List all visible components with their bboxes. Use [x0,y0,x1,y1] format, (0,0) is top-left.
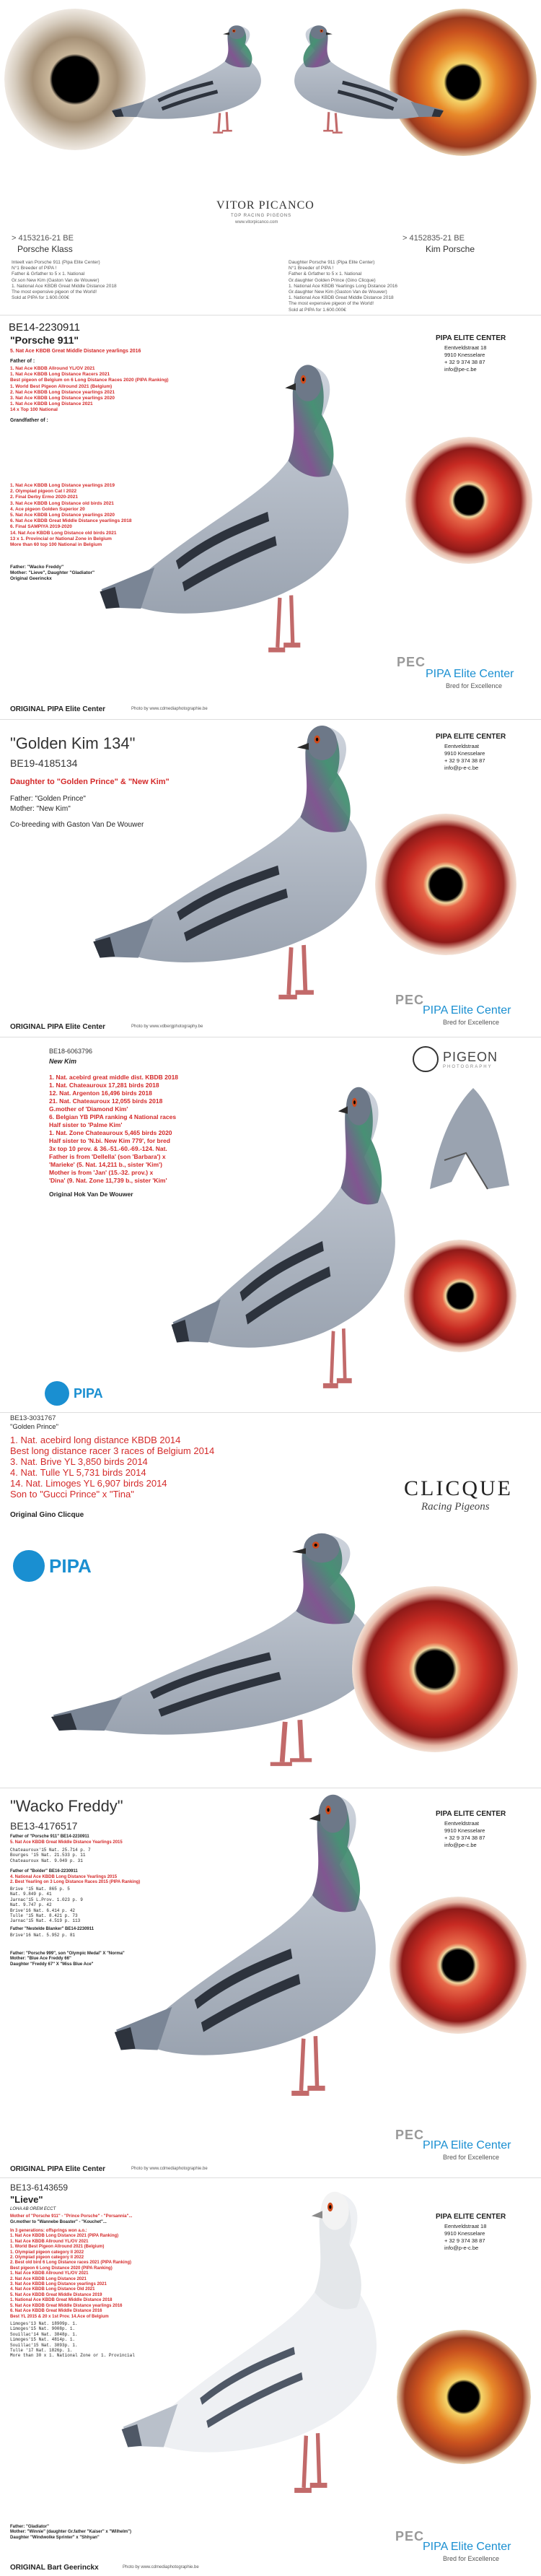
table-3: Brive'16 Nat. 5.952 p. 81 [10,1933,76,1938]
results-list: In 3 generations: offsprings won a.o.: 1. Nat Ace KBDB Long Distance 2021 (PIPA Ranking) 1. Nat Ace KBDB Allround YL/OV 2021 1. World Best Pigeon Allround 2021 (Belgium) 1. Olympiad pigeon category II 2022 2. Olympiad pigeon category II 2022 2. Best old bird 6 Long Distance races 2021 (PIPA Ranking) Best pigeon 6 Long Distance 2020 (PIPA Ranking) 1. Nat Ace KBDB Allround YL/OV 2021 2. Nat Ace KBDB Long Distance 2021 3. Nat Ace KBDB Long Distance yearlings 2021 4. Nat Ace KBDB Long Distance Old 2021 5. Nat Ace KBDB Great Middle Distance 2019 1. National Ace KBDB Great Middle Distance 2018 5. Nat Ace KBDB Great Middle Distance yearlings 2016 6. Nat Ace KBDB Great Middle Distance 2016 Best YL 2015 & 20 x 1st Prov. 14.Ace of Belgium [10,2229,132,2319]
pec-title: PIPA Elite Center [423,1004,511,1017]
father-of-1: Father of "Porsche 911" BE14-2230911 [10,1835,89,1839]
results-list: 1. Nat. acebird long distance KBDB 2014 Best long distance racer 3 races of Belgium 2014 3. Nat. Brive YL 3,850 birds 2014 4. Nat. Tulle YL 5,731 birds 2014 14. Nat. Limoges YL 6,907 birds 2014 Son to "Gucci Prince" x "Tina" [10,1435,215,1500]
ring-number: BE13-6143659 [10,2183,69,2193]
pipa-logo-icon [45,1381,69,1406]
table-1: Chateauroux'15 Nat. 25.714 p. 7 Bourges '15 Nat. 21.533 p. 11 Chateauroux Nat. 9.049 p. 31 [10,1848,91,1863]
ring-number: BE14-2230911 [9,321,80,334]
pigeon-name: "Golden Prince" [10,1423,58,1431]
photo-credit: Photo by www.cdmediaphotographie.be [131,707,208,711]
daughter-of: Daughter to "Golden Prince" & "New Kim" [10,778,170,786]
pigeon-photo [94,359,382,662]
card-new-kim [0,1037,541,1412]
intro: Gr.mother to "Wannebe Boaster" - "Kouchet"... [10,2220,107,2224]
pigeon-photography-logo: PIGEON PHOTOGRAPHY [413,1046,498,1072]
original: Original Hok Van De Wouwer [49,1191,133,1198]
pec-logo: PEC [395,2529,425,2544]
pigeon-photo-left [108,4,281,156]
results-list: 1. Nat Ace KBDB Allround YL/OV 2021 1. Nat Ace KBDB Long Distance Racers 2021 Best pigeon of Belgium on 6 Long Distance Races 2020 (PIPA Ranking) 1. World Best Pigeon Allround 2021 (Belgium) 2. Nat Ace KBDB Long Distance yearlings 2021 3. Nat Ace KBDB Long Distance yearlings 2020 1. Nat Ace KBDB Long Distance 2021 14 x Top 100 National [10,366,169,413]
pec-title: PIPA Elite Center [423,2541,511,2553]
subtitle: LOHA AB OREM ECCT [10,2207,56,2211]
center-name: PIPA ELITE CENTER [436,1810,506,1818]
pipa-logo-icon [13,1550,45,1582]
right-ring: > 4152835-21 BE [403,234,465,243]
pigeon-photo [166,1081,426,1398]
pec-logo: PEC [395,993,425,1007]
footer-original: ORIGINAL PIPA Elite Center [10,1023,106,1031]
father-of-label: Father of : [10,359,35,364]
eye-image [352,1586,518,1752]
pec-logo: PEC [395,2128,425,2142]
card-wacko-freddy [0,1788,541,2177]
eye-image [405,437,532,564]
footer-original: ORIGINAL PIPA Elite Center [10,705,106,713]
results-list: 1. Nat. acebird great middle dist. KBDB 2018 1. Nat. Chateauroux 17,281 birds 2018 12. Nat. Argenton 16,496 birds 2018 21. Nat. Chateauroux 12,055 birds 2018 G.mother of 'Diamond Kim' 6. Belgian YB PIPA ranking 4 National races Half sister to 'Palme Kim' 1. Nat. Zone Chateauroux 5,465 birds 2020 Half sister to 'N.bi. New Kim 779', for bred 3x top 10 prov. & 36.-51.-60.-69.-124. Nat. Father is from 'Dellella' (son 'Barbara') x 'Marieke' (5. Nat. 14,211 b., sister 'Kim') Mother is from 'Jan' (15.-32. prov.) x 'Dina' (9. Nat. Zone 11,739 b., sister 'Kim' [49,1074,179,1184]
card-golden-prince [0,1412,541,1788]
pigeon-name: "Wacko Freddy" [10,1797,123,1815]
father-of-2-text: 4. National Ace KBDB Long Distance Yearlings 2015 2. Best Yearling on 3 Long Distance Races 2015 (PIPA Ranking) [10,1875,141,1885]
pipa-logo: PIPA [13,1550,92,1582]
pec-logo: PEC [397,655,426,669]
pigeon-photo [87,720,404,1009]
left-ring: > 4153216-21 BE [12,234,74,243]
center-name: PIPA ELITE CENTER [436,334,506,342]
ring-number: BE13-3031767 [10,1414,56,1422]
ring-number: BE18-6063796 [49,1048,93,1055]
right-name: Kim Porsche [426,244,475,254]
footer-original: ORIGINAL Bart Geerinckx [10,2564,99,2572]
clicque-logo: CLICQUE Racing Pigeons [404,1476,513,1513]
pec-title: PIPA Elite Center [423,2139,511,2151]
father: Father: "Golden Prince" [10,795,86,803]
pigeon-name: "Porsche 911" [10,334,79,346]
pigeon-name: "Golden Kim 134" [10,734,136,752]
intro-result: 5. Nat Ace KBDB Great Middle Distance yearlings 2016 [10,349,141,354]
ring-number: BE19-4185134 [10,757,78,769]
pigeon-name: "Lieve" [10,2194,43,2205]
center-address: Eentveldstraat 9910 Knesselare + 32 9 374 38 87 info@pe-c.be [444,1820,485,1848]
brand-tag: TOP RACING PIGEONS [231,214,292,218]
parents: Father: "Wacko Freddy" Mother: "Lieve", Daughter "Gladiator" Original Geerinckx [10,565,95,582]
eye-image [390,1897,527,2034]
pec-tagline: Bred for Excellence [443,1019,500,1026]
right-description: Daughter Porsche 911 (Pipa Elite Center) N°1 Breeder of PIPA ! Father & Grfather to 5 x 1. National Gr.daughter Golden Prince (Gino Clicque) 1. National Ace KBDB Yearlings Long Distance 2016 Gr.daughter New Kim (Gaston Van de Wouwer) 1. National Ace KBDB Great Middle Distance 2018 The most expensive pigeon of the World! Sold at PIPA for 1.600.000€ [289,260,398,313]
parents: Father: "Gladiator" Mother: "Winnie" (daughter Gr.father "Kaiser" x "Wilhelm") Daughter "Windwolke Sprinter" x "Shhyan" [10,2525,131,2540]
pec-tagline: Bred for Excellence [446,682,503,689]
card-porsche-pair [0,0,541,315]
cobreeding: Co-breeding with Gaston Van De Wouwer [10,821,144,829]
left-description: Inteelt van Porsche 911 (Pipa Elite Center) N°1 Breeder of PIPA ! Father & Grfather to 5 x 1. National Gr.son New Kim (Gaston Van de Wouwer) 1. National Ace KBDB Great Middle Distance 2018 The most expensive pigeon of the World! Sold at PIPA for 1.600.000€ [12,260,117,301]
pigeon-name: New Kim [49,1058,77,1065]
pec-tagline: Bred for Excellence [443,2154,500,2161]
pec-tagline: Bred for Excellence [443,2555,500,2562]
center-name: PIPA ELITE CENTER [436,733,506,741]
brand-url: www.vitorpicanco.com [235,220,278,225]
card-golden-kim [0,719,541,1037]
eye-image [375,814,516,955]
pigeon-photo [108,1788,411,2106]
card-lieve [0,2177,541,2576]
center-address: Eentveldstraat 18 9910 Knesselare + 32 9 374 38 87 info@p-e-c.be [444,2223,487,2251]
results-table: Limoges'13 Nat. 18909p. 1. Limoges'15 Nat. 9008p. 1. Souillac'14 Nat. 3848p. 1. Limoges'15 Nat. 4814p. 1. Souillac'15 Nat. 3893p. 1. Tulle '17 Nat. 1826p. 1. More than 30 x 1. National Zone or 1. Provincial [10,2321,135,2359]
photo-credit: Photo by www.vdbergphotography.be [131,1024,203,1029]
pigeon-photo [115,2185,411,2503]
mother: Mother: "New Kim" [10,805,71,813]
wing-photo [423,1081,524,1196]
photo-credit: Photo by www.cdmediaphotographie.be [123,2565,199,2570]
table-2: Brive '15 Nat. 865 p. 5 Nat. 9.849 p. 41 Jarnac'15 L.Prov. 1.023 p. 9 Nat. 9.747 p. 42 Brive'16 Nat. 6.414 p. 42 Tulle '15 Nat. 8.421 p. 73 Jarnac'15 Nat. 4.519 p. 113 [10,1887,83,1924]
left-name: Porsche Klass [17,244,73,254]
photo-credit: Photo by www.cdmediaphotographie.be [131,2167,208,2171]
card-porsche-911 [0,315,541,719]
pigeon-photo-right [274,4,447,156]
original: Original Gino Clicque [10,1511,84,1519]
center-name: PIPA ELITE CENTER [436,2213,506,2221]
pipa-logo: PIPA [45,1381,103,1406]
ring-number: BE13-4176517 [10,1820,78,1832]
pec-title: PIPA Elite Center [426,668,514,680]
father-of-3: Father "Nestelde Blanker" BE14-2230911 [10,1927,94,1931]
center-address: Eentveldstraat 9910 Knesselare + 32 9 374 38 87 info@p-e-c.be [444,743,485,771]
footer-original: ORIGINAL PIPA Elite Center [10,2165,106,2173]
grandfather-label: Grandfather of : [10,418,48,423]
grandfather-results: 1. Nat Ace KBDB Long Distance yearlings 2019 2. Olympiad pigeon Cat I 2022 2. Final Derby Ermo 2020-2021 3. Nat Ace KBDB Long Distance old birds 2021 4. Ace pigeon Golden Superior 20 5. Nat Ace KBDB Long Distance yearlings 2020 6. Nat Ace KBDB Great Middle Distance yearlings 2018 6. Final SAMPIYA 2019-2020 14. Nat Ace KBDB Long Distance old birds 2021 13 x 1. Provincial or National Zone in Belgium More than 60 top 100 National in Belgium [10,483,132,548]
eye-image [397,2330,531,2464]
parents: Father: "Porsche 999", son "Olympic Medal" X "Norma" Mother: "Blue Ace Freddy 66" Daughter "Freddy 67" X "Miss Blue Ace" [10,1951,125,1967]
father-of-2: Father of "Bolder" BE16-2230911 [10,1869,78,1874]
father-of-1-text: 5. Nat Ace KBDB Great Middle Distance Yearlings 2015 [10,1840,123,1845]
brand-name: VITOR PICANCO [216,199,315,212]
mother-of: Mother of "Porsche 911" - "Prince Porsche" - "Porsannia"... [10,2214,133,2219]
pigeon-logo-icon [413,1046,439,1072]
eye-image [404,1240,516,1352]
center-address: Eentveldstraat 18 9910 Knesselare + 32 9 374 38 87 info@pe-c.be [444,344,487,373]
